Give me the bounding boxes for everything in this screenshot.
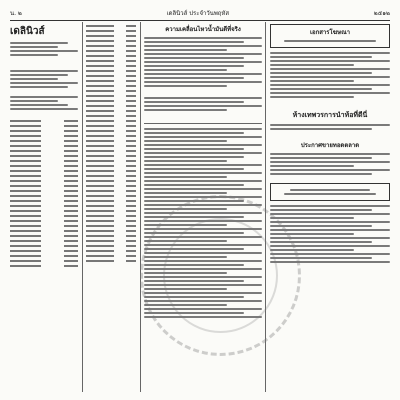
- list-item: [86, 190, 136, 192]
- text-line: [270, 68, 390, 70]
- list-item: [86, 225, 136, 227]
- text-line: [144, 180, 262, 182]
- list-item: [86, 195, 136, 197]
- column-1: [10, 22, 78, 392]
- text-line: [270, 153, 390, 155]
- list-item: [86, 75, 136, 77]
- text-line: [270, 169, 390, 171]
- list-item: [10, 220, 78, 222]
- list-item: [86, 160, 136, 162]
- list-item: [86, 260, 136, 262]
- list-item: [10, 210, 78, 212]
- list-item: [10, 185, 78, 187]
- list-item: [86, 115, 136, 117]
- list-item: [86, 175, 136, 177]
- column-5: [270, 22, 390, 392]
- text-line: [270, 225, 372, 227]
- list-item: [86, 25, 136, 27]
- text-line: [270, 217, 354, 219]
- list-item: [86, 45, 136, 47]
- header-left: น. ๒: [10, 10, 22, 17]
- list-item: [86, 140, 136, 142]
- text-line: [284, 193, 375, 195]
- section-title: ห้างเทพวรการนำท้อที่ดีนี่: [292, 111, 368, 119]
- list-item: [86, 245, 136, 247]
- list-item: [86, 135, 136, 137]
- text-line: [270, 213, 390, 215]
- list-item: [86, 40, 136, 42]
- price-list: [86, 25, 136, 262]
- list-item: [86, 105, 136, 107]
- list-item: [10, 135, 78, 137]
- watermark-seal: [140, 195, 301, 356]
- list-item: [86, 50, 136, 52]
- article-headline: ความเคลื่อนไหวน้ำมันดีที่จริง: [165, 26, 241, 33]
- text-line: [270, 165, 354, 167]
- text-line: [144, 152, 262, 154]
- text-line: [144, 109, 227, 111]
- text-line: [144, 81, 262, 83]
- list-item: [10, 230, 78, 232]
- list-item: [86, 85, 136, 87]
- text-line: [10, 96, 78, 98]
- text-line: [10, 54, 58, 56]
- text-line: [270, 173, 372, 175]
- list-item: [10, 165, 78, 167]
- list-item: [10, 195, 78, 197]
- text-line: [10, 78, 58, 80]
- list-item: [86, 250, 136, 252]
- text-line: [144, 105, 262, 107]
- text-line: [144, 168, 244, 170]
- text-line: [270, 56, 372, 58]
- list-item: [86, 90, 136, 92]
- text-line: [144, 148, 244, 150]
- list-item: [10, 265, 78, 267]
- text-line: [270, 88, 372, 90]
- list-item: [86, 210, 136, 212]
- list-item: [10, 225, 78, 227]
- notice-box: [270, 24, 390, 48]
- text-line: [10, 74, 68, 76]
- text-line: [144, 97, 262, 99]
- text-line: [144, 101, 244, 103]
- list-item: [86, 95, 136, 97]
- list-item: [86, 60, 136, 62]
- list-item: [10, 250, 78, 252]
- list-item: [86, 100, 136, 102]
- list-item: [10, 150, 78, 152]
- text-line: [144, 156, 244, 158]
- text-line: [144, 45, 262, 47]
- text-line: [10, 42, 68, 44]
- text-line: [270, 64, 354, 66]
- text-line: [270, 124, 390, 126]
- list-item: [10, 155, 78, 157]
- text-line: [290, 189, 370, 191]
- text-line: [144, 128, 262, 130]
- text-line: [144, 176, 227, 178]
- text-line: [270, 209, 372, 211]
- text-line: [144, 49, 227, 51]
- text-line: [144, 73, 262, 75]
- list-item: [10, 190, 78, 192]
- text-line: [10, 104, 68, 106]
- text-line: [144, 41, 244, 43]
- list-item: [86, 55, 136, 57]
- text-line: [144, 57, 244, 59]
- text-line: [270, 52, 390, 54]
- list-item: [86, 255, 136, 257]
- list-item: [10, 130, 78, 132]
- text-line: [144, 132, 244, 134]
- info-box: [270, 183, 390, 201]
- list-item: [10, 205, 78, 207]
- masthead: เดลินิวส์: [10, 26, 45, 37]
- list-item: [10, 170, 78, 172]
- list-item: [86, 220, 136, 222]
- text-line: [10, 86, 68, 88]
- text-line: [10, 82, 78, 84]
- text-line: [144, 160, 227, 162]
- list-item: [10, 180, 78, 182]
- list-item: [86, 185, 136, 187]
- notice-title: ประกาศขายทอดตลาด: [300, 142, 360, 149]
- list-item: [86, 30, 136, 32]
- list-item: [86, 165, 136, 167]
- text-line: [144, 164, 262, 166]
- text-line: [144, 61, 262, 63]
- stock-list: [10, 120, 78, 267]
- text-line: [144, 37, 262, 39]
- list-item: [86, 170, 136, 172]
- text-line: [144, 77, 244, 79]
- column-2: [86, 22, 136, 392]
- list-item: [86, 205, 136, 207]
- list-item: [10, 125, 78, 127]
- text-line: [144, 140, 227, 142]
- list-item: [86, 65, 136, 67]
- text-line: [10, 100, 58, 102]
- text-line: [270, 84, 390, 86]
- column-rule: [140, 22, 141, 392]
- text-line: [10, 108, 78, 110]
- text-line: [284, 40, 375, 42]
- text-line: [144, 85, 227, 87]
- page-header: [10, 8, 390, 21]
- text-line: [270, 205, 390, 207]
- text-line: [270, 221, 390, 223]
- list-item: [10, 120, 78, 122]
- list-item: [86, 130, 136, 132]
- text-line: [144, 192, 227, 194]
- list-item: [10, 235, 78, 237]
- list-item: [86, 35, 136, 37]
- list-item: [86, 155, 136, 157]
- list-item: [86, 180, 136, 182]
- list-item: [10, 255, 78, 257]
- list-item: [10, 175, 78, 177]
- text-line: [270, 161, 390, 163]
- list-item: [10, 200, 78, 202]
- text-line: [270, 96, 354, 98]
- list-item: [86, 70, 136, 72]
- list-item: [86, 120, 136, 122]
- list-item: [10, 145, 78, 147]
- box-title: เอกสารโฆษณา: [309, 29, 351, 36]
- list-item: [10, 215, 78, 217]
- list-item: [86, 80, 136, 82]
- header-center: เดลินิวส์ ประจำวันพฤหัส: [166, 10, 230, 17]
- text-line: [10, 70, 78, 72]
- list-item: [86, 110, 136, 112]
- text-line: [144, 69, 227, 71]
- text-line: [10, 50, 78, 52]
- text-line: [144, 136, 262, 138]
- list-item: [10, 160, 78, 162]
- list-item: [86, 200, 136, 202]
- text-line: [144, 184, 244, 186]
- list-item: [10, 260, 78, 262]
- list-item: [86, 150, 136, 152]
- header-right: ๒๕๑๒: [373, 10, 390, 17]
- list-item: [86, 230, 136, 232]
- text-line: [270, 60, 390, 62]
- text-line: [144, 144, 262, 146]
- list-item: [86, 240, 136, 242]
- list-item: [86, 215, 136, 217]
- text-line: [270, 92, 390, 94]
- text-line: [144, 188, 262, 190]
- text-line: [270, 76, 390, 78]
- text-line: [144, 172, 262, 174]
- column-rule: [82, 22, 83, 392]
- list-item: [86, 145, 136, 147]
- list-item: [86, 125, 136, 127]
- text-line: [270, 157, 372, 159]
- list-item: [10, 140, 78, 142]
- text-line: [144, 53, 262, 55]
- text-line: [144, 65, 244, 67]
- text-line: [270, 128, 372, 130]
- list-item: [10, 240, 78, 242]
- text-line: [10, 46, 58, 48]
- text-line: [270, 80, 354, 82]
- list-item: [86, 235, 136, 237]
- list-item: [10, 245, 78, 247]
- text-line: [270, 72, 372, 74]
